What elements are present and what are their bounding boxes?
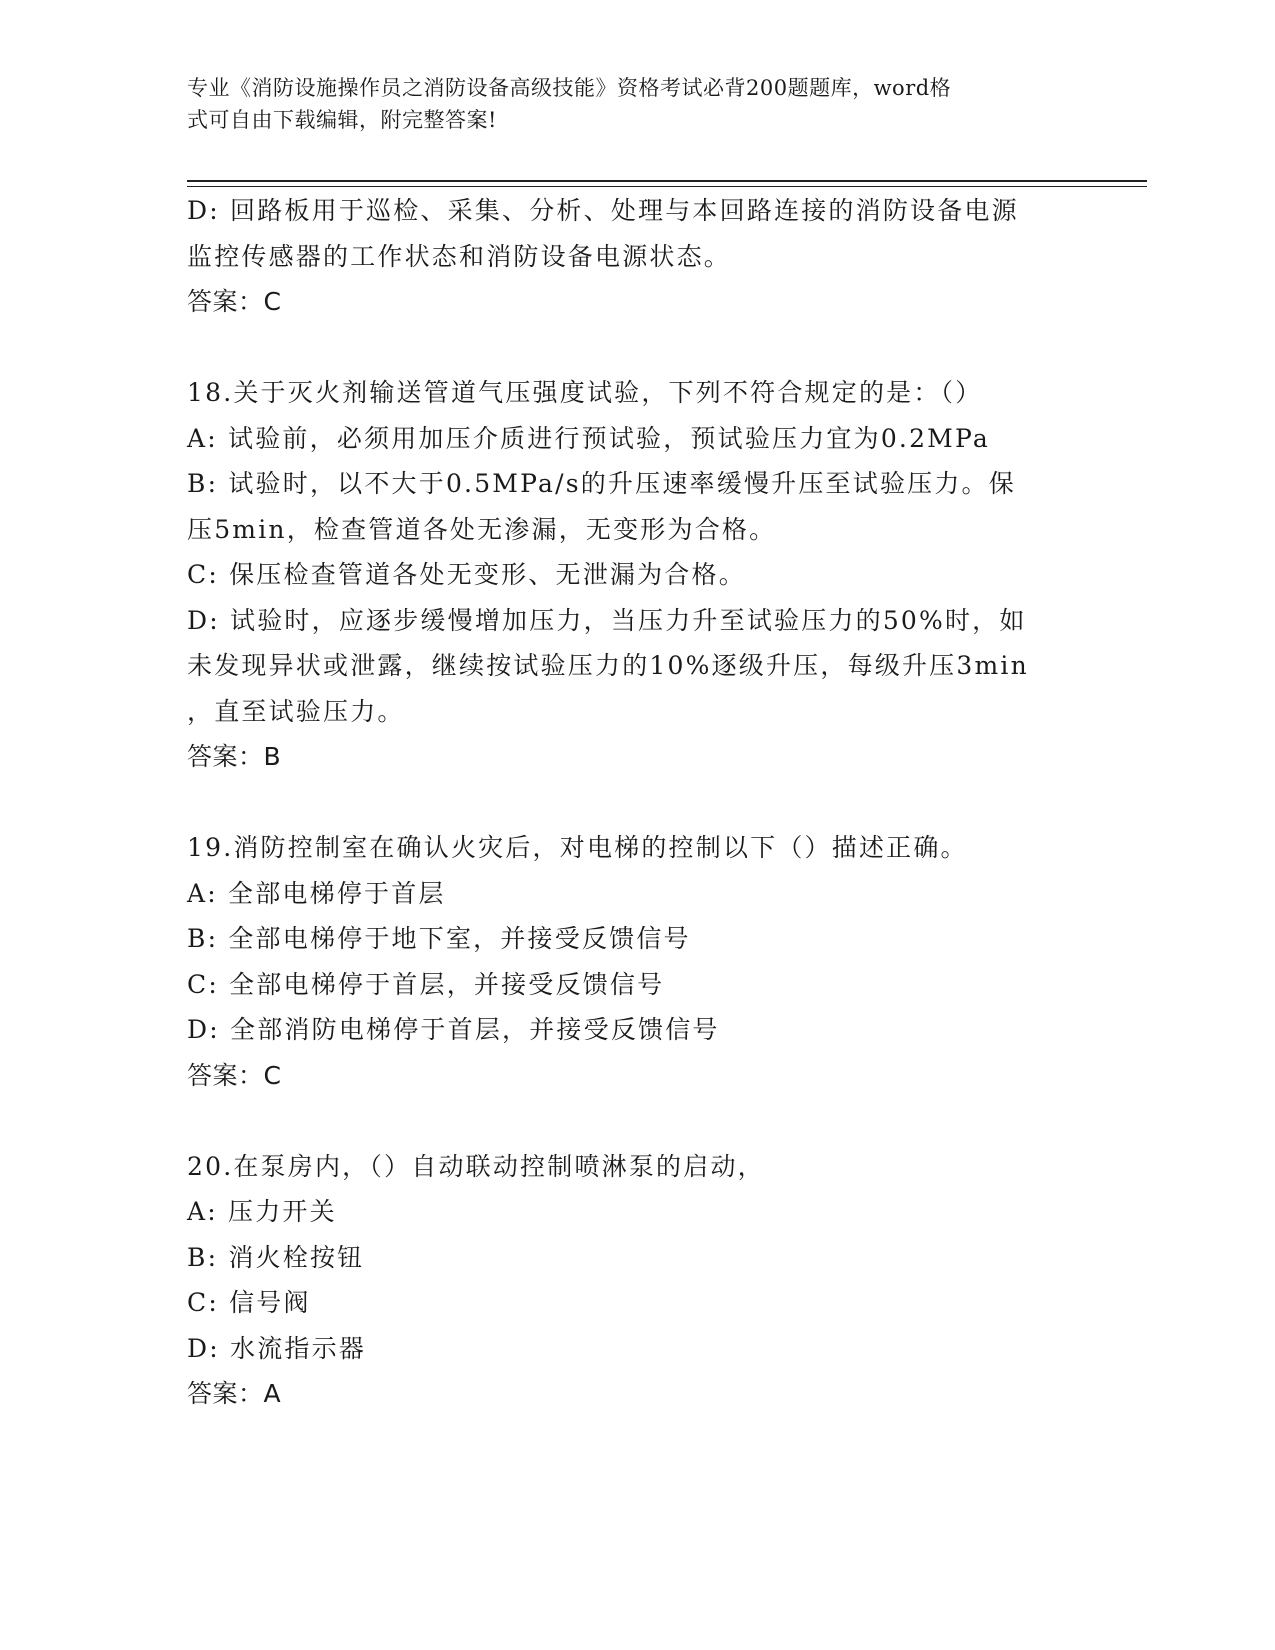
answer-line: 答案：C [187,287,282,316]
option-c: C: 信号阀 [187,1288,311,1317]
question-20 [187,1144,1067,1417]
question-stem: 20.在泵房内，（）自动联动控制喷淋泵的启动， [187,1151,765,1181]
spacer [187,780,1067,826]
option-b-line-1: B: 试验时，以不大于0.5MPa/s的升压速率缓慢升压至试验压力。保 [187,469,1016,498]
option-d-line-2: 监控传感器的工作状态和消防设备电源状态。 [187,241,732,271]
question-19 [187,825,1067,1098]
document-header [187,72,1067,136]
answer-line: 答案：C [187,1060,282,1090]
page-content [187,188,1067,1417]
header-rule-thick [187,180,1147,182]
option-d-line-3: ，直至试验压力。 [187,696,405,726]
option-a: A: 试验前，必须用加压介质进行预试验，预试验压力宜为0.2MPa [187,423,990,453]
option-d-line-2: 未发现异状或泄露，继续按试验压力的10%逐级升压，每级升压3min [187,651,1029,680]
spacer [187,1098,1067,1144]
header-title-line-2: 式可自由下载编辑，附完整答案! [187,108,497,132]
option-d: D: 全部消防电梯停于首层，并接受反馈信号 [187,1015,720,1044]
option-c: C: 全部电梯停于首层，并接受反馈信号 [187,969,665,999]
option-c: C: 保压检查管道各处无变形、无泄漏为合格。 [187,560,746,589]
header-rule-thin [187,186,1147,187]
answer-line: 答案：A [187,1379,282,1408]
option-b: B: 全部电梯停于地下室，并接受反馈信号 [187,924,691,953]
option-d-line-1: D: 试验时，应逐步缓慢增加压力，当压力升至试验压力的50%时，如 [187,605,1027,635]
option-a: A: 压力开关 [187,1197,337,1226]
answer-line: 答案：B [187,742,282,771]
option-a: A: 全部电梯停于首层 [187,878,446,908]
option-b: B: 消火栓按钮 [187,1242,365,1272]
question-stem: 18.关于灭火剂输送管道气压强度试验，下列不符合规定的是：（） [187,378,983,407]
question-stem: 19.消防控制室在确认火灾后，对电梯的控制以下（）描述正确。 [187,833,968,862]
option-d: D: 水流指示器 [187,1333,367,1363]
continued-question [187,188,1067,325]
option-b-line-2: 压5min，检查管道各处无渗漏，无变形为合格。 [187,514,777,544]
question-18 [187,370,1067,780]
spacer [187,325,1067,371]
option-d-line-1: D: 回路板用于巡检、采集、分析、处理与本回路连接的消防设备电源 [187,196,1019,225]
header-title-line-1: 专业《消防设施操作员之消防设备高级技能》资格考试必背200题题库，word格 [187,76,952,100]
